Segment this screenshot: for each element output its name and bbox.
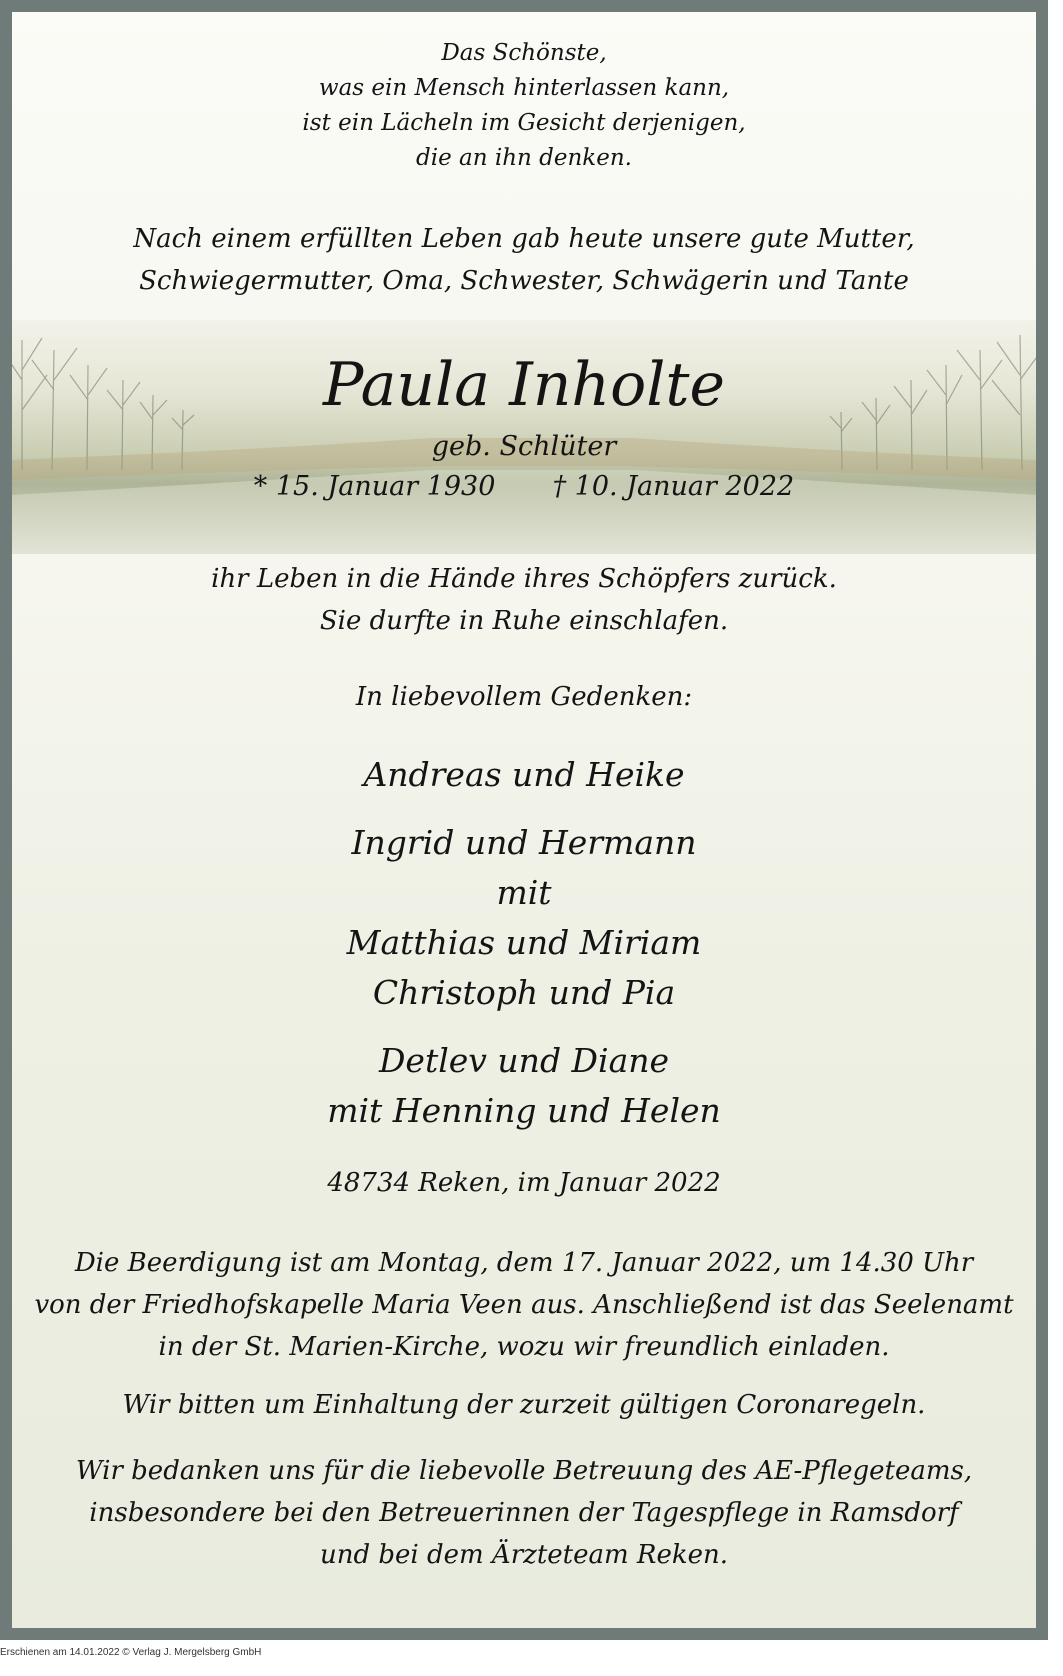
funeral-notice <box>12 1242 1036 1368</box>
funeral-line: von der Friedhofskapelle Maria Veen aus. Anschließend ist das Seelenamt <box>34 1290 1014 1320</box>
place-date: 48734 Reken, im Januar 2022 <box>327 1168 721 1198</box>
funeral-line: Die Beerdigung ist am Montag, dem 17. Januar 2022, um 14.30 Uhr <box>74 1248 974 1278</box>
memorial-heading: In liebevollem Gedenken: <box>355 682 693 712</box>
thanks-text <box>12 1450 1036 1576</box>
intro-line: Schwiegermutter, Oma, Schwester, Schwägerin und Tante <box>139 266 909 296</box>
birth-date: * 15. Januar 1930 <box>253 471 496 502</box>
mourners-henning: mit Henning und Helen <box>327 1091 721 1130</box>
mourners-matthias: Matthias und Miriam <box>346 923 702 962</box>
thanks-line: Wir bedanken uns für die liebevolle Betreuung des AE-Pflegeteams, <box>75 1456 973 1486</box>
corona-notice: Wir bitten um Einhaltung der zurzeit gültigen Coronaregeln. <box>122 1390 926 1420</box>
funeral-line: in der St. Marien-Kirche, wozu wir freundlich einladen. <box>158 1332 890 1362</box>
after-text <box>12 558 1036 642</box>
quote-line: Das Schönste, <box>441 40 607 66</box>
mourners-christoph: Christoph und Pia <box>372 973 676 1012</box>
quote-line: was ein Mensch hinterlassen kann, <box>318 75 730 101</box>
mourners-detlev: Detlev und Diane <box>378 1041 670 1080</box>
deceased-name: Paula Inholte <box>322 350 726 420</box>
thanks-line: und bei dem Ärzteteam Reken. <box>319 1540 729 1570</box>
mourners-andreas: Andreas und Heike <box>363 755 685 794</box>
quote-line: ist ein Lächeln im Gesicht derjenigen, <box>302 110 746 136</box>
life-dates <box>12 466 1036 508</box>
intro-line: Nach einem erfüllten Leben gab heute unsere gute Mutter, <box>133 224 915 254</box>
maiden-name: geb. Schlüter <box>431 431 617 462</box>
mourners-ingrid: Ingrid und Hermann <box>351 823 697 862</box>
death-date: † 10. Januar 2022 <box>552 471 795 502</box>
thanks-line: insbesondere bei den Betreuerinnen der Tagespflege in Ramsdorf <box>89 1498 959 1528</box>
publication-footer: Erschienen am 14.01.2022 © Verlag J. Mergelsberg GmbH <box>0 1647 262 1658</box>
intro-text <box>12 218 1036 302</box>
after-line: ihr Leben in die Hände ihres Schöpfers zurück. <box>211 564 837 594</box>
mourners-mit: mit <box>496 873 552 912</box>
quote-line: die an ihn denken. <box>416 145 632 171</box>
landscape-image <box>12 320 1036 554</box>
quote-block <box>12 36 1036 176</box>
after-line: Sie durfte in Ruhe einschlafen. <box>319 606 729 636</box>
obituary-panel <box>12 12 1036 1628</box>
